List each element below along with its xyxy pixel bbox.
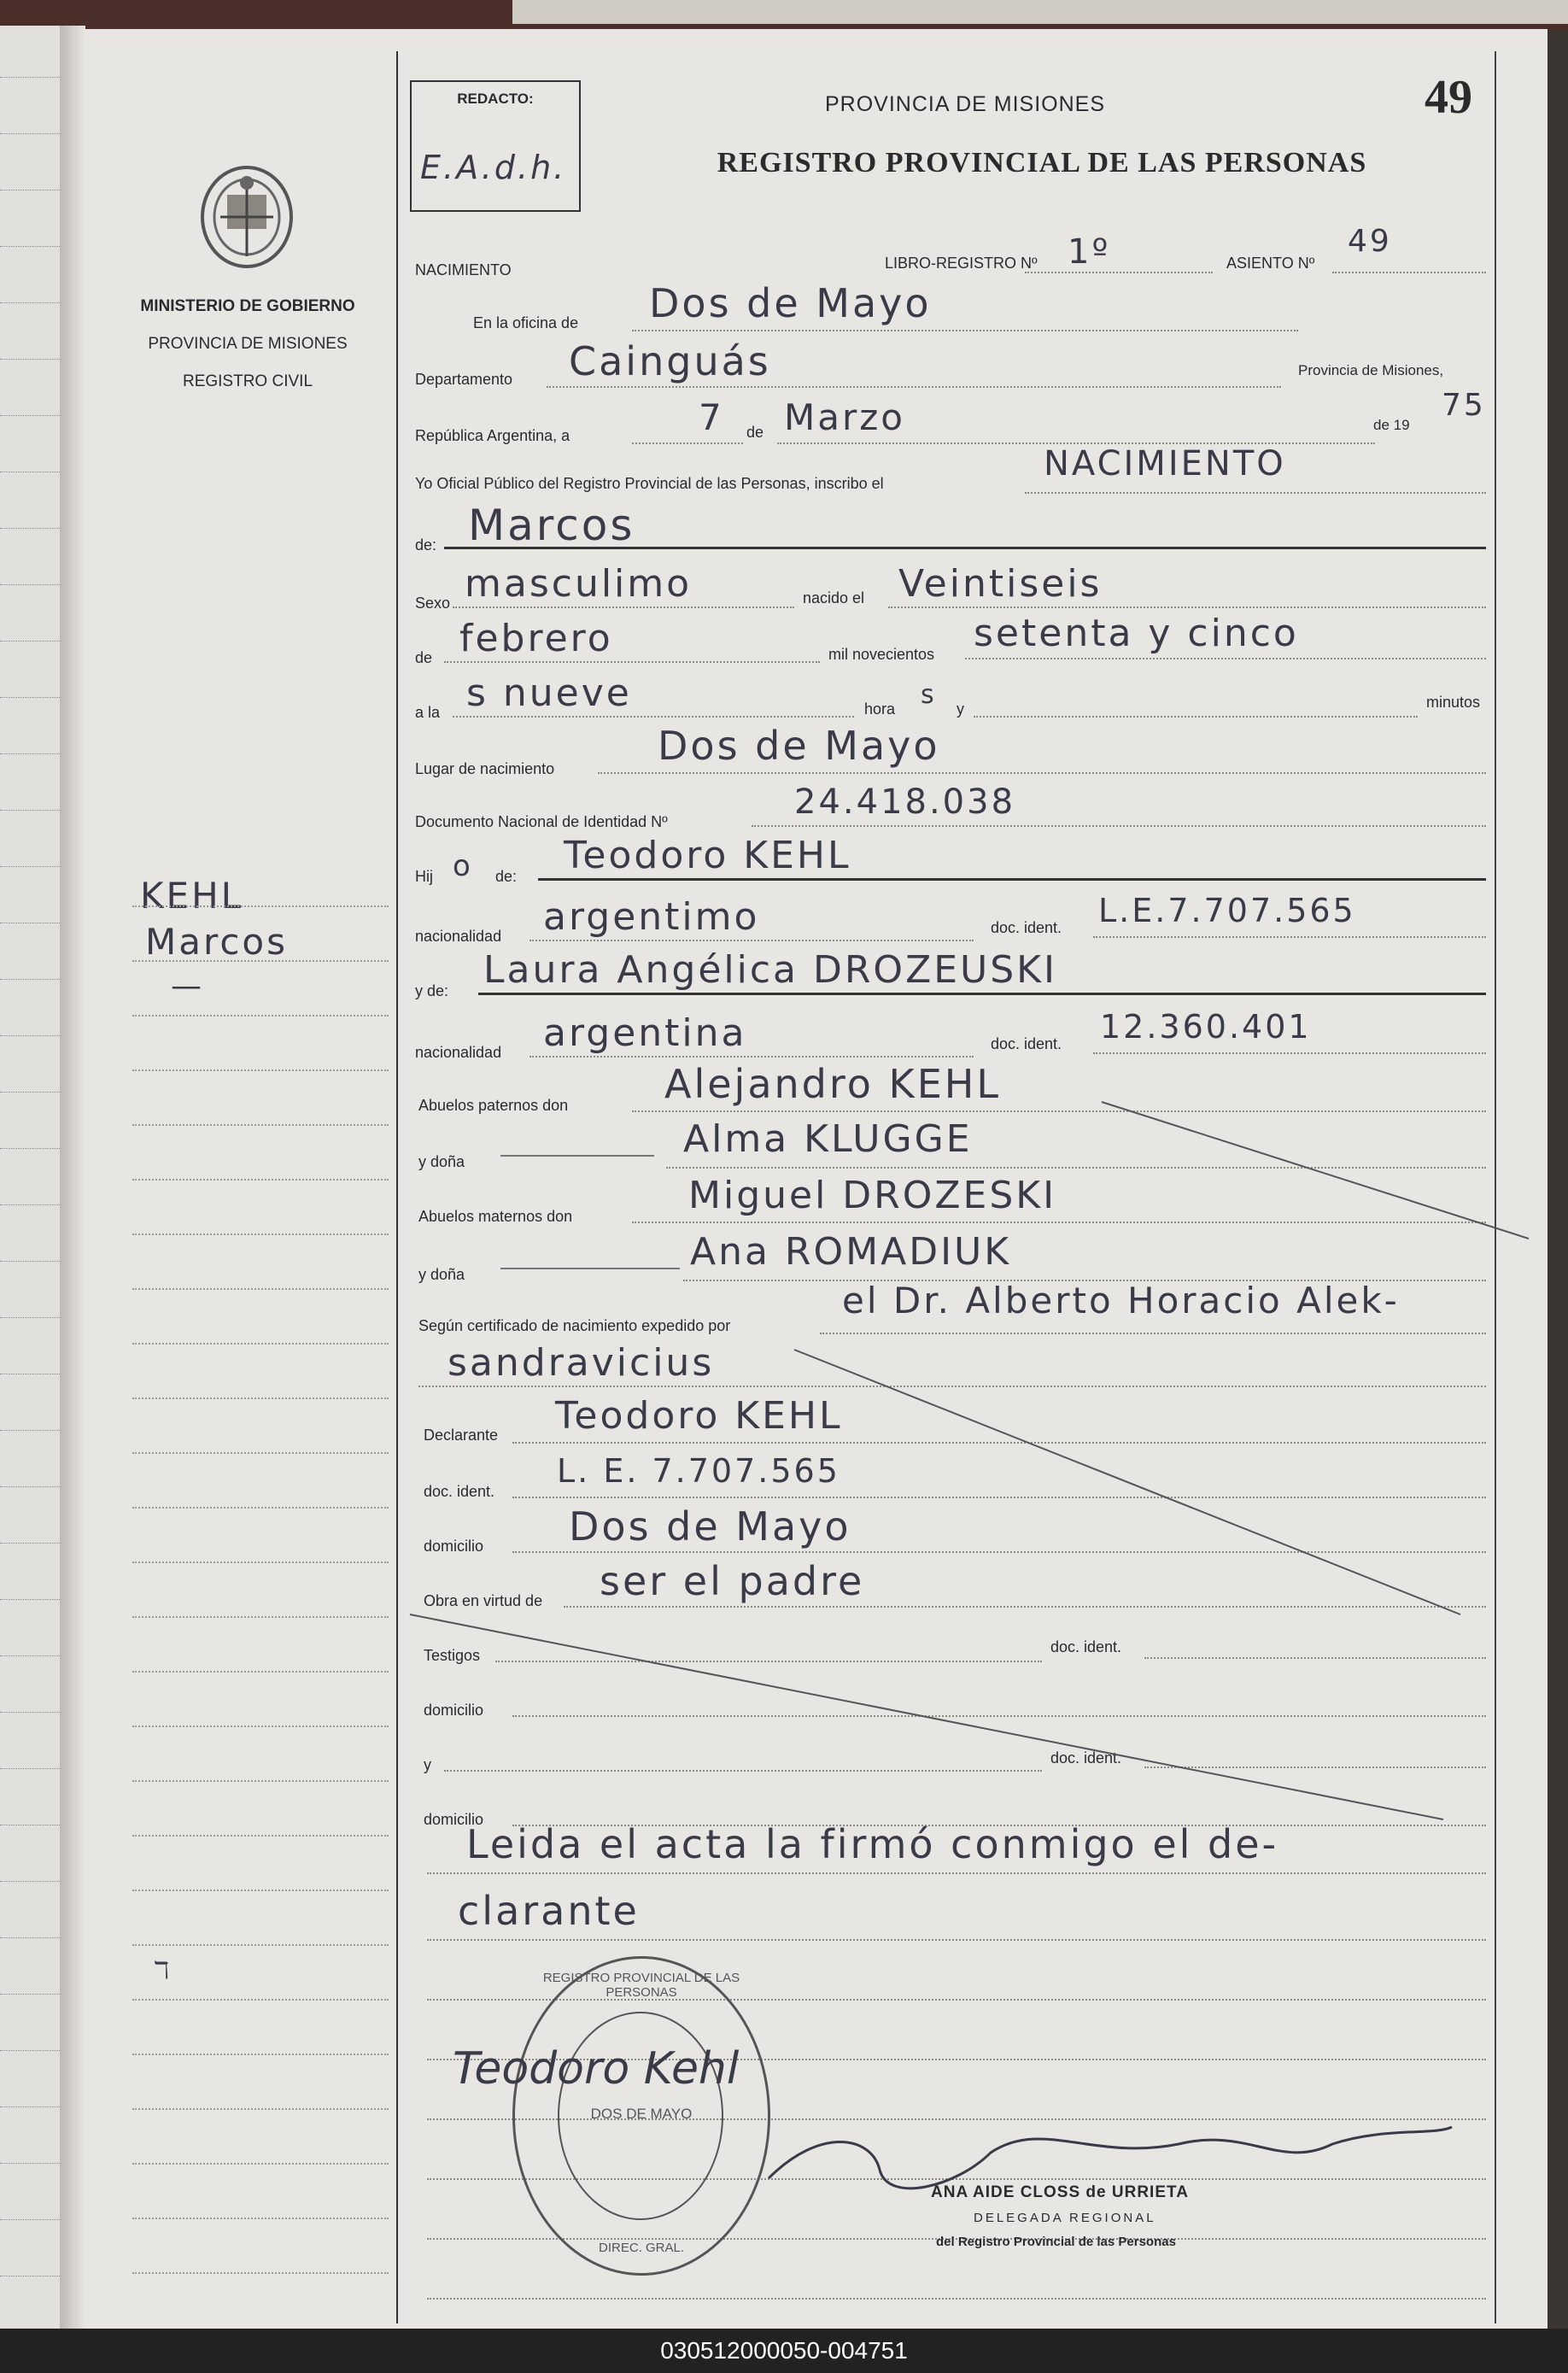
inscribo-value: NACIMIENTO: [1044, 444, 1286, 483]
registry-heading: REGISTRO PROVINCIAL DE LAS PERSONAS: [717, 147, 1367, 179]
ab-mat-label: Abuelos maternos don: [418, 1208, 573, 1225]
closing-line-1: Leida el acta la firmó conmigo el de-: [466, 1821, 1279, 1867]
strip-rule: [0, 1035, 60, 1036]
dom3-label: domicilio: [424, 1811, 484, 1828]
doc1-rule: [1093, 936, 1486, 938]
ab-pat-label: Abuelos paternos don: [418, 1097, 569, 1114]
lugar-value: Dos de Mayo: [658, 723, 940, 769]
doc1-label: doc. ident.: [991, 919, 1062, 936]
madre-rule: [478, 993, 1486, 995]
y-label: y: [957, 700, 964, 718]
cert-value-2: sandravicius: [448, 1341, 715, 1385]
strip-rule: [0, 584, 60, 585]
margin-rule: [132, 1726, 389, 1727]
margin-rule: [132, 2272, 389, 2274]
dom2-label: domicilio: [424, 1702, 484, 1719]
strip-rule: [0, 359, 60, 360]
nac2-rule: [529, 1056, 974, 1058]
name-value: Marcos: [468, 501, 635, 550]
strip-rule: [0, 302, 60, 303]
doc4-label: doc. ident.: [1050, 1638, 1122, 1655]
strip-rule: [0, 2219, 60, 2220]
nac2-value: argentina: [543, 1011, 747, 1055]
margin-rule: [132, 1343, 389, 1345]
dona2-label: y doña: [418, 1266, 465, 1283]
dni-label: Documento Nacional de Identidad Nº: [415, 813, 668, 830]
departamento-label: Departamento: [415, 371, 513, 388]
margin-rule: [132, 1835, 389, 1837]
officer-title-1: DELEGADA REGIONAL: [974, 2211, 1156, 2225]
margin-rule: [132, 1671, 389, 1673]
org-line-registry: REGISTRO CIVIL: [182, 372, 313, 390]
margin-rule: [132, 1069, 389, 1071]
name-rule: [444, 547, 1486, 549]
strip-rule: [0, 1317, 60, 1318]
nacido-label: nacido el: [803, 589, 865, 606]
hora-rule: [453, 716, 854, 718]
margin-rule: [132, 960, 389, 962]
departamento-value: Cainguás: [569, 338, 771, 384]
sexo-label: Sexo: [415, 595, 451, 612]
strip-rule: [0, 1712, 60, 1713]
hijo-label-b: de:: [495, 868, 518, 885]
margin-rule: [132, 2218, 389, 2219]
strip-rule: [0, 697, 60, 698]
declarante-label: Declarante: [424, 1427, 499, 1444]
strip-rule: [0, 2106, 60, 2107]
mes-value: febrero: [459, 617, 613, 660]
dona2-value: Ana ROMADIUK: [690, 1230, 1012, 1274]
strip-rule: [0, 866, 60, 867]
inscribo-rule: [1025, 492, 1486, 494]
redacto-box: [410, 80, 581, 212]
margin-rule: [132, 1452, 389, 1454]
strip-rule: [0, 1261, 60, 1262]
dni-value: 24.418.038: [794, 782, 1016, 822]
strip-rule: [0, 979, 60, 980]
asiento-rule: [1332, 272, 1486, 273]
doc2-value: 12.360.401: [1100, 1008, 1312, 1046]
margin-rule: [132, 905, 389, 907]
strip-rule: [0, 528, 60, 529]
margin-rule: [132, 1999, 389, 2001]
nac1-label: nacionalidad: [415, 928, 502, 945]
strip-rule: [0, 641, 60, 642]
margin-rule: [132, 1288, 389, 1290]
strip-rule: [0, 1486, 60, 1487]
year-prefix: de 19: [1373, 417, 1410, 433]
domicilio-label: domicilio: [424, 1538, 484, 1555]
margin-rule: [132, 1780, 389, 1782]
declarante-value: Teodoro KEHL: [555, 1394, 843, 1438]
anio-value: setenta y cinco: [974, 612, 1299, 655]
margin-mark: ℸ: [154, 1956, 173, 1984]
mil-label: mil novecientos: [828, 646, 935, 663]
doc5-label: doc. ident.: [1050, 1749, 1122, 1767]
lugar-rule: [598, 772, 1486, 774]
hijo-label-a: Hij: [415, 868, 433, 885]
column-divider: [396, 51, 398, 2323]
hora-value: s nueve: [466, 671, 632, 715]
blank-rule: [427, 2298, 1486, 2300]
day-rule: [632, 442, 743, 444]
padre-rule: [538, 878, 1486, 881]
image-code: 030512000050-004751: [660, 2337, 908, 2364]
strip-rule: [0, 77, 60, 78]
strip-rule: [0, 1204, 60, 1205]
margin-rule: [132, 1015, 389, 1017]
lugar-label: Lugar de nacimiento: [415, 760, 555, 777]
strip-rule: [0, 246, 60, 247]
margin-rule: [132, 1507, 389, 1509]
doc2-rule: [1093, 1052, 1486, 1054]
libro-rule: [1025, 272, 1213, 273]
closing-line-2: clarante: [458, 1888, 640, 1934]
nacido-value: Veintiseis: [898, 562, 1103, 606]
padre-value: Teodoro KEHL: [564, 834, 851, 877]
de2-label: de:: [415, 536, 437, 554]
margin-rule: [132, 2108, 389, 2110]
nac1-rule: [529, 940, 974, 941]
type-label: NACIMIENTO: [415, 261, 512, 278]
strip-rule: [0, 810, 60, 811]
declarante-signature: Teodoro Kehl: [453, 2043, 740, 2095]
strip-rule: [0, 1430, 60, 1431]
margin-rule: [132, 1233, 389, 1235]
margin-rule: [132, 1561, 389, 1563]
provincia-suffix: Provincia de Misiones,: [1298, 362, 1444, 378]
strip-rule: [0, 1092, 60, 1093]
nacido-rule: [888, 606, 1486, 608]
margin-rule: [132, 1179, 389, 1181]
libro-label: LIBRO-REGISTRO Nº: [885, 255, 1038, 272]
strip-rule: [0, 133, 60, 134]
margin-rule: [132, 1944, 389, 1946]
cert-label: Según certificado de nacimiento expedido por: [418, 1317, 731, 1334]
oficina-value: Dos de Mayo: [649, 280, 932, 326]
seal-top-text: REGISTRO PROVINCIAL DE LAS PERSONAS: [542, 1971, 740, 2000]
margin-dash: —: [171, 969, 204, 1004]
strip-rule: [0, 1543, 60, 1544]
strip-rule: [0, 415, 60, 416]
nac2-label: nacionalidad: [415, 1044, 502, 1061]
strip-rule: [0, 1655, 60, 1656]
margin-rule: [132, 1397, 389, 1399]
dona1-label: y doña: [418, 1153, 465, 1170]
redacto-label: REDACTO:: [457, 91, 534, 107]
republica-label: República Argentina, a: [415, 427, 570, 444]
doc2-label: doc. ident.: [991, 1035, 1062, 1052]
margin-rule: [132, 1124, 389, 1126]
de3-label: de: [415, 649, 433, 666]
testigos-label: Testigos: [424, 1647, 481, 1664]
doc3-label: doc. ident.: [424, 1483, 495, 1500]
de-label: de: [746, 424, 764, 441]
seal-bottom-text: DIREC. GRAL.: [598, 2241, 685, 2255]
dona1-value: Alma KLUGGE: [683, 1117, 973, 1161]
blank-rule: [427, 1939, 1486, 1941]
anio-rule: [965, 658, 1486, 659]
madre-value: Laura Angélica DROZEUSKI: [483, 948, 1057, 992]
strip-rule: [0, 2163, 60, 2164]
official-seal: [512, 1956, 770, 2276]
page-number: 49: [1425, 71, 1472, 124]
mes-rule: [444, 661, 820, 663]
strip-rule: [0, 1994, 60, 1995]
image-code-bar: [0, 2329, 1568, 2373]
margin-rule: [132, 2054, 389, 2055]
next-page-edge: [512, 0, 1568, 24]
strip-rule: [0, 2050, 60, 2051]
sexo-value: masculimo: [465, 562, 693, 606]
strip-rule: [0, 1599, 60, 1600]
margin-rule: [132, 1616, 389, 1618]
strip-rule: [0, 1148, 60, 1149]
departamento-rule: [547, 386, 1281, 388]
ab-pat-value: Alejandro KEHL: [664, 1061, 1001, 1107]
officer-title-2: del Registro Provincial de las Personas: [936, 2235, 1176, 2249]
obra-value: ser el padre: [600, 1558, 865, 1604]
doc1-value: L.E.7.707.565: [1098, 892, 1356, 929]
year-value: 75: [1442, 388, 1486, 423]
day-value: 7: [699, 396, 724, 438]
margin-rule: [132, 1890, 389, 1891]
margin-surname: KEHL: [140, 875, 244, 917]
obra-label: Obra en virtud de: [424, 1592, 543, 1609]
margin-rule: [132, 2163, 389, 2165]
oficial-text: Yo Oficial Público del Registro Provincial de las Personas, inscribo el: [415, 475, 884, 492]
margin-given-name: Marcos: [145, 921, 288, 963]
cancel-strokes: [401, 1068, 1529, 1837]
strip-rule: [0, 1768, 60, 1769]
org-line-province: PROVINCIA DE MISIONES: [148, 335, 348, 353]
dni-rule: [752, 825, 1486, 827]
oficina-rule: [632, 330, 1298, 331]
asiento-label: ASIENTO Nº: [1226, 255, 1315, 272]
strip-rule: [0, 753, 60, 754]
domicilio-value: Dos de Mayo: [569, 1503, 851, 1550]
redacto-initials: E.A.d.h.: [420, 149, 567, 186]
alas-label: a la: [415, 704, 441, 721]
cert-value-1: el Dr. Alberto Horacio Alek-: [842, 1280, 1400, 1321]
minutos-rule: [974, 716, 1418, 718]
ab-mat-value: Miguel DROZESKI: [688, 1174, 1057, 1217]
doc3-value: L. E. 7.707.565: [557, 1452, 840, 1490]
hora-label: hora: [864, 700, 896, 718]
officer-name: ANA AIDE CLOSS de URRIETA: [931, 2183, 1189, 2201]
strip-rule: [0, 1881, 60, 1882]
yde-label: y de:: [415, 982, 449, 999]
seal-center-text: DOS DE MAYO: [590, 2106, 693, 2122]
book-gutter: [60, 26, 85, 2329]
y2-label: y: [424, 1756, 431, 1773]
coat-of-arms-icon: [195, 161, 299, 273]
strip-rule: [0, 1937, 60, 1938]
hora-sup: s: [921, 680, 937, 710]
nac1-value: argentimo: [543, 895, 760, 939]
sexo-rule: [453, 606, 794, 608]
minutos-label: minutos: [1426, 694, 1481, 711]
blank-rule: [427, 1872, 1486, 1874]
org-line-ministry: MINISTERIO DE GOBIERNO: [140, 297, 355, 315]
asiento-value: 49: [1348, 224, 1392, 259]
province-heading: PROVINCIA DE MISIONES: [824, 92, 1105, 116]
hijo-value-o: o: [453, 849, 473, 883]
oficina-label: En la oficina de: [473, 314, 579, 331]
month-value: Marzo: [784, 396, 905, 438]
libro-value: 1º: [1068, 232, 1111, 272]
